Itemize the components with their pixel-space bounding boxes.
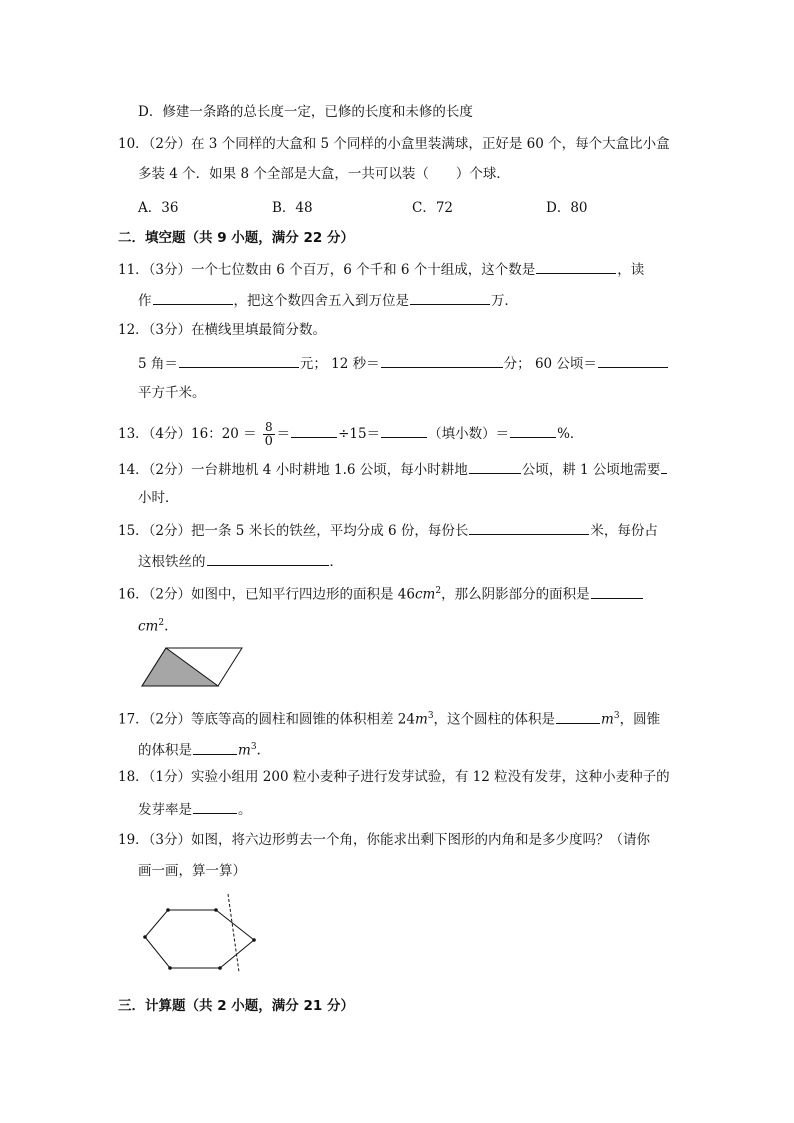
q17-unit-3: m [238, 742, 251, 759]
q13-line [118, 420, 583, 449]
vertex-dot [252, 938, 256, 942]
q16-text-end: . [164, 618, 169, 635]
q19-line2: 画一画，算一算） [138, 863, 246, 879]
q11-text-5: 万． [491, 293, 518, 309]
q16-unit-2: cm [138, 618, 159, 635]
q15-blank-length [469, 519, 589, 535]
q11-text-2: ，读 [617, 262, 645, 278]
section-3-title: 三．计算题（共 2 小题，满分 21 分） [118, 998, 354, 1014]
q17-unit-3-exponent: 3 [250, 742, 257, 752]
q14-text-2: 公顷，耕 1 公顷地需要 [521, 462, 661, 478]
q14-line1 [118, 458, 668, 480]
q11-text-1: 11．（3分）一个七位数由 6 个百万，6 个千和 6 个十组成，这个数是 [118, 262, 536, 278]
q17-line2 [138, 737, 261, 761]
q12-text-c: 分； 60 公顷＝ [503, 356, 597, 372]
q17-blank-cylinder [556, 708, 600, 724]
q12-blank-km2 [598, 352, 668, 368]
q13-blank-decimal [381, 422, 427, 438]
q17-unit-2: m [601, 711, 614, 728]
q14-blank-hours [661, 458, 667, 474]
vertex-dot [168, 966, 172, 970]
q9-option-d: D．修建一条路的总长度一定，已修的长度和未修的长度 [138, 104, 473, 120]
q18-line2 [138, 798, 252, 820]
q10-option-d: D．80 [546, 200, 588, 216]
q12-line3: 平方千米。 [138, 385, 206, 401]
q16-parallelogram-figure [136, 644, 248, 690]
q13-blank-dividend [291, 422, 337, 438]
q16-unit-2-exponent: 2 [158, 618, 165, 628]
q10-option-a: A．36 [138, 200, 179, 216]
q12-text-b: 元； 12 秒＝ [299, 356, 380, 372]
q11-line1 [118, 258, 644, 280]
q15-line1 [118, 519, 658, 541]
q13-blank-percent [510, 422, 556, 438]
q13-text-div: ÷15＝ [338, 426, 381, 442]
q18-text-2: 发芽率是 [138, 802, 192, 818]
q11-blank-number [536, 258, 616, 274]
q13-fraction-numerator: 8 [264, 420, 273, 434]
q15-line2 [138, 550, 343, 572]
q12-blank-minute [381, 352, 503, 368]
vertex-dot [166, 908, 170, 912]
q17-unit-2-exponent: 3 [613, 711, 620, 721]
q13-text-end: %． [557, 426, 584, 442]
q15-text-1: 15．（2分）把一条 5 米长的铁丝，平均分成 6 份，每份长 [118, 523, 469, 539]
q11-blank-reading [153, 289, 233, 305]
q17-text-3: ，圆锥 [619, 711, 661, 728]
q16-text-1: 16．（2分）如图中，已知平行四边形的面积是 46 [118, 586, 415, 603]
q10-option-c: C．72 [412, 200, 454, 216]
q13-fraction-denominator: 0 [264, 434, 273, 449]
q10-stem-line1: 10．（2分）在 3 个同样的大盒和 5 个同样的小盒里装满球，正好是 60 个，每个大盒比小盒 [118, 136, 670, 152]
q16-line1 [118, 581, 644, 605]
q18-text-3: 。 [238, 802, 252, 818]
q17-unit-1: m [415, 711, 428, 728]
q17-text-2: ，这个圆柱的体积是 [433, 711, 556, 728]
q12-text-a: 5 角＝ [138, 356, 178, 372]
section-2-title: 二．填空题（共 9 小题，满分 22 分） [118, 230, 354, 246]
shaded-triangle [142, 648, 218, 686]
q11-line2 [138, 289, 518, 311]
q15-blank-fraction [207, 550, 329, 566]
q13-fraction [263, 420, 275, 449]
q17-unit-1-exponent: 3 [427, 711, 434, 721]
q17-text-1: 17．（2分）等底等高的圆柱和圆锥的体积相差 24 [118, 711, 415, 728]
q19-line1: 19．（3分）如图，将六边形剪去一个角，你能求出剩下图形的内角和是多少度吗？（请你 [118, 832, 651, 848]
q16-unit: cm [415, 586, 436, 603]
q15-text-4: ． [329, 554, 343, 570]
q18-blank-rate [193, 798, 237, 814]
q13-text-eq: ＝ [276, 426, 291, 442]
q17-text-end: . [256, 742, 261, 759]
q12-blank-yuan [179, 352, 299, 368]
q15-text-3: 这根铁丝的 [138, 554, 206, 570]
vertex-dot [143, 935, 147, 939]
q17-line1 [118, 706, 660, 730]
q14-line2: 小时． [138, 490, 179, 506]
q12-line2 [138, 352, 669, 374]
q10-stem-line2: 多装 4 个．如果 8 个全部是大盒，一共可以装（ ）个球． [138, 166, 510, 182]
q16-unit-exponent: 2 [435, 586, 442, 596]
q13-text-prefix: 13．（4分）16：20 ＝ [118, 426, 257, 442]
q11-blank-rounded [410, 289, 490, 305]
q13-text-mid: （填小数）＝ [428, 426, 510, 442]
q14-text-1: 14．（2分）一台耕地机 4 小时耕地 1.6 公顷，每小时耕地 [118, 462, 468, 478]
vertex-dot [214, 908, 218, 912]
vertex-dot [218, 966, 222, 970]
q16-blank-area [591, 583, 643, 599]
q17-blank-cone [193, 739, 237, 755]
q10-option-b: B．48 [272, 200, 313, 216]
q17-text-4: 的体积是 [138, 742, 192, 759]
q19-hexagon-figure [138, 890, 262, 976]
q11-text-4: ，把这个数四舍五入到万位是 [233, 293, 409, 309]
q16-text-2: ，那么阴影部分的面积是 [441, 586, 590, 603]
q11-text-3: 作 [138, 293, 152, 309]
q16-line2 [138, 613, 168, 637]
q12-stem: 12．（3分）在横线里填最简分数。 [118, 322, 327, 338]
q18-line1: 18．（1分）实验小组用 200 粒小麦种子进行发芽试验，有 12 粒没有发芽，这种小麦种子的 [118, 769, 670, 785]
q14-blank-per-hour [469, 458, 521, 474]
q15-text-2: 米，每份占 [590, 523, 658, 539]
